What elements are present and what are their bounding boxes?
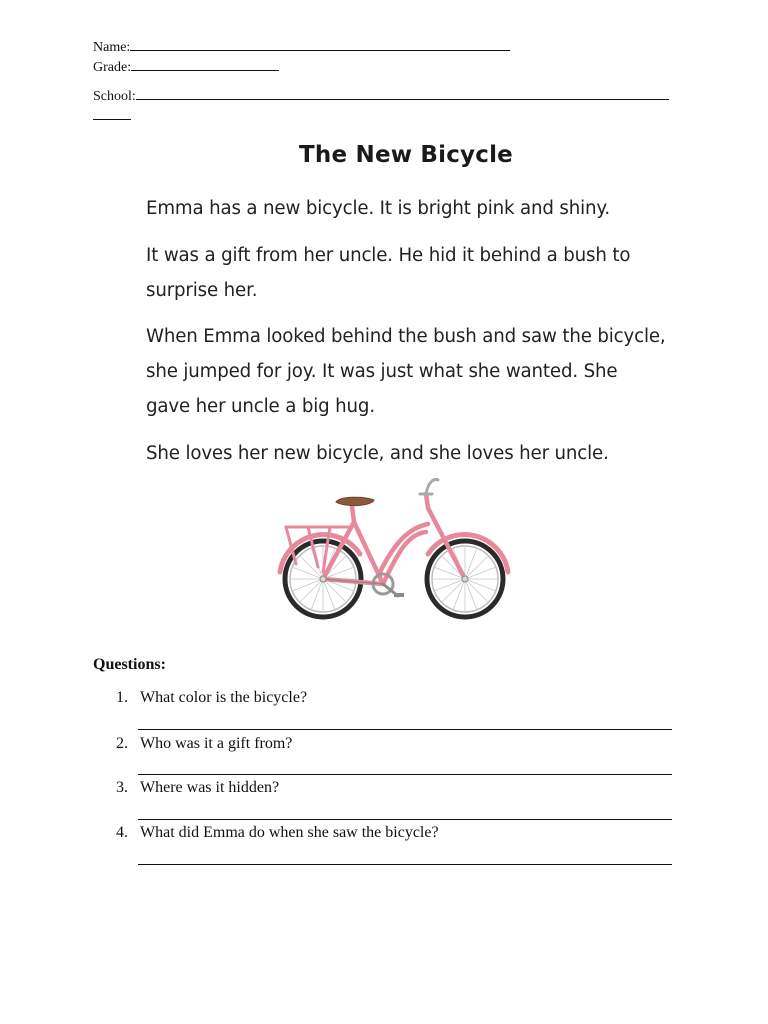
- question-4-number: 4.: [116, 824, 128, 841]
- bicycle-icon: [268, 472, 518, 622]
- question-2-number: 2.: [116, 735, 128, 752]
- question-1-text: What color is the bicycle?: [140, 689, 308, 706]
- question-3-answer-line[interactable]: [138, 819, 672, 820]
- saddle: [336, 497, 374, 505]
- question-1-number: 1.: [116, 689, 128, 706]
- grade-blank[interactable]: [131, 58, 279, 71]
- questions-heading: Questions:: [93, 656, 166, 673]
- grade-label: Grade:: [93, 60, 132, 75]
- page-title: The New Bicycle: [299, 142, 513, 168]
- school-blank[interactable]: [136, 87, 669, 100]
- name-blank[interactable]: [130, 38, 510, 51]
- school-label: School:: [93, 89, 136, 104]
- question-2-answer-line[interactable]: [138, 774, 672, 775]
- grade-field-row: [93, 58, 279, 76]
- question-3-number: 3.: [116, 779, 128, 796]
- handlebar: [426, 480, 438, 494]
- question-1-answer-line[interactable]: [138, 729, 672, 730]
- question-4-answer-line[interactable]: [138, 864, 672, 865]
- story-paragraph-1: Emma has a new bicycle. It is bright pink and shiny.: [146, 198, 611, 219]
- story-paragraph-3: When Emma looked behind the bush and saw the bicycle, she jumped for joy. It was just what she wanted. She gave her uncle a big hug.: [146, 326, 666, 417]
- question-3-text: Where was it hidden?: [140, 779, 280, 796]
- school-field-row: [93, 87, 669, 105]
- name-field-row: [93, 38, 510, 56]
- story-paragraph-4: She loves her new bicycle, and she loves her uncle.: [146, 443, 609, 464]
- question-4-text: What did Emma do when she saw the bicycle?: [140, 824, 439, 841]
- school-field-row-continued: [93, 107, 131, 125]
- school-blank-continued[interactable]: [93, 107, 131, 120]
- story-paragraph-2: It was a gift from her uncle. He hid it behind a bush to surprise her.: [146, 245, 631, 301]
- name-label: Name:: [93, 40, 131, 55]
- question-2-text: Who was it a gift from?: [140, 735, 293, 752]
